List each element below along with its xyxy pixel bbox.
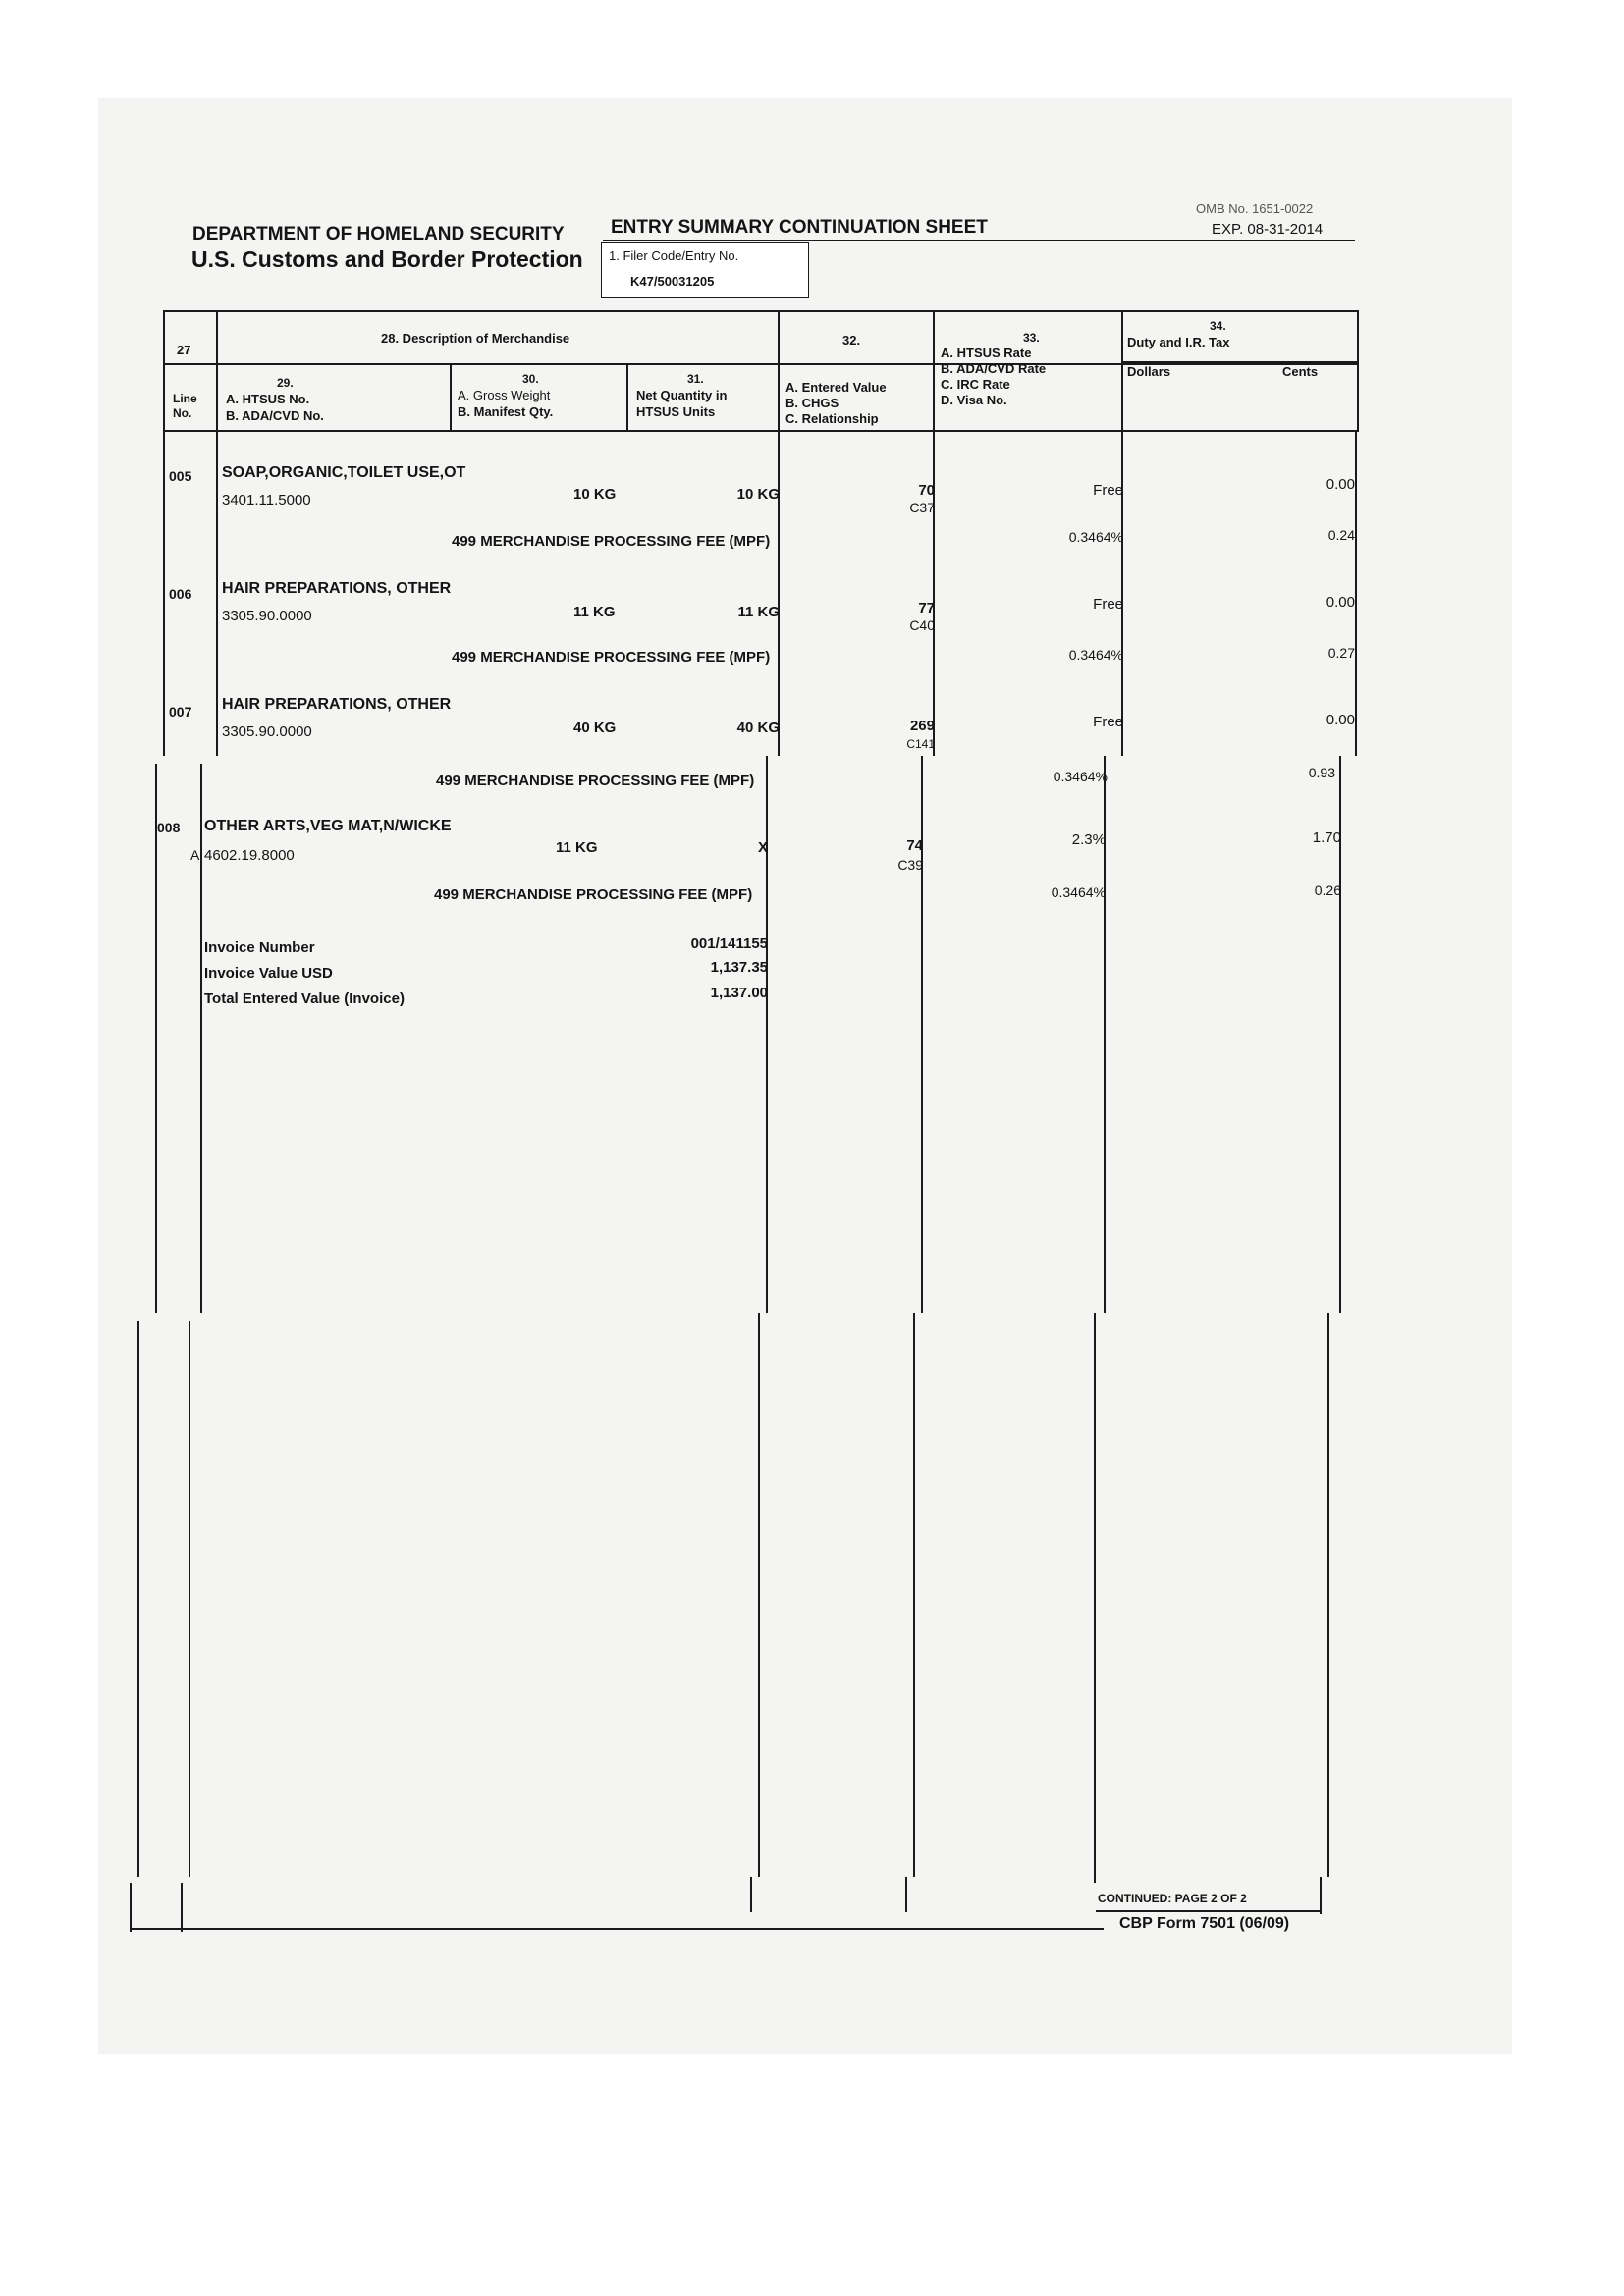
mpf-fee-label: 499 MERCHANDISE PROCESSING FEE (MPF) [436, 773, 755, 789]
body-col-32-divider-upper [778, 432, 780, 756]
footer-right-tick [1320, 1877, 1322, 1914]
body-right-border-upper [1355, 432, 1357, 756]
col-30-divider [450, 363, 452, 432]
invoice-value-label: Invoice Value USD [204, 965, 333, 982]
duty-amount: 0.00 [1326, 594, 1355, 611]
mpf-fee-rate: 0.3464% [1068, 647, 1123, 663]
body-line-divider-upper [216, 432, 218, 756]
charges: C141 [906, 738, 935, 748]
header-rule [603, 240, 996, 241]
footer-continued-rule [1096, 1910, 1322, 1912]
footer-line-tick [181, 1883, 183, 1932]
mpf-fee-rate: 0.3464% [1051, 884, 1106, 900]
body-col-34-divider-lower [1094, 1313, 1096, 1883]
header-col-34-title: Duty and I.R. Tax [1127, 335, 1230, 349]
mpf-fee-label: 499 MERCHANDISE PROCESSING FEE (MPF) [434, 886, 753, 903]
department-name: DEPARTMENT OF HOMELAND SECURITY [192, 224, 565, 244]
description: HAIR PREPARATIONS, OTHER [222, 580, 452, 597]
footer-bottom-rule [132, 1928, 1104, 1930]
col-34-subheader-rule [1121, 361, 1357, 363]
header-col-29-num: 29. [277, 376, 294, 390]
description: HAIR PREPARATIONS, OTHER [222, 696, 452, 713]
charges: C40 [909, 617, 935, 633]
footer-col-32-tick [750, 1877, 752, 1912]
total-entered-value-amount: 1,137.00 [710, 985, 768, 1001]
entered-value: 269 [909, 718, 935, 734]
net-quantity: 10 KG [736, 486, 780, 503]
invoice-value-amount: 1,137.35 [710, 959, 768, 976]
invoice-number-value: 001/141155 [690, 935, 768, 952]
htsus-number: 3401.11.5000 [222, 492, 311, 508]
line-number: 006 [169, 586, 192, 602]
duty-amount: 0.00 [1326, 712, 1355, 728]
header-col-29-a: A. HTSUS No. [226, 392, 310, 406]
mpf-fee-label: 499 MERCHANDISE PROCESSING FEE (MPF) [452, 533, 771, 550]
htsus-number: 4602.19.8000 [204, 847, 295, 864]
header-col-31-a: Net Quantity in [636, 388, 728, 402]
table-header-divider [163, 363, 1359, 365]
header-col-29-b: B. ADA/CVD No. [226, 408, 324, 423]
htsus-rate: Free [1093, 596, 1123, 613]
total-entered-value-label: Total Entered Value (Invoice) [204, 990, 405, 1007]
col-31-divider [626, 363, 628, 432]
mpf-fee-label: 499 MERCHANDISE PROCESSING FEE (MPF) [452, 649, 771, 666]
htsus-number: 3305.90.0000 [222, 608, 312, 624]
gross-weight: 11 KG [573, 604, 616, 620]
header-col-30-b: B. Manifest Qty. [458, 404, 554, 419]
duty-amount: 0.00 [1326, 476, 1355, 493]
header-col-34-cents: Cents [1282, 364, 1319, 379]
mpf-fee-amount: 0.24 [1327, 527, 1355, 543]
header-col-27: 27 [177, 343, 191, 357]
table-right-border [1357, 310, 1359, 432]
table-top-border [163, 310, 1359, 312]
mpf-fee-rate: 0.3464% [1068, 529, 1123, 545]
header-col-32-b: B. CHGS [785, 396, 839, 410]
line-number: 008 [157, 820, 181, 835]
agency-name: U.S. Customs and Border Protection [191, 246, 583, 272]
line-number: 007 [169, 704, 192, 720]
duty-amount: 1.70 [1312, 829, 1341, 846]
footer-left-tick [130, 1883, 132, 1932]
body-left-border-middle [155, 764, 157, 1313]
table-header-bottom [163, 430, 1359, 432]
continued-page-note: CONTINUED: PAGE 2 OF 2 [1098, 1892, 1247, 1905]
col-34-divider [1121, 310, 1123, 432]
body-col-34-divider-upper [1121, 432, 1123, 756]
htsus-number: 3305.90.0000 [222, 723, 312, 740]
header-col-31-num: 31. [687, 372, 704, 386]
body-left-border-lower [137, 1321, 139, 1877]
charges: C37 [909, 500, 935, 515]
form-title: ENTRY SUMMARY CONTINUATION SHEET [611, 217, 988, 238]
invoice-number-label: Invoice Number [204, 939, 315, 956]
header-col-34-num: 34. [1210, 319, 1226, 333]
header-col-28: 28. Description of Merchandise [381, 331, 570, 346]
description: SOAP,ORGANIC,TOILET USE,OT [222, 464, 466, 481]
entered-value: 77 [918, 600, 935, 616]
header-col-31-b: HTSUS Units [636, 404, 716, 419]
line-number: 005 [169, 468, 192, 484]
table-left-border [163, 310, 165, 432]
header-col-33-c: C. IRC Rate [941, 377, 1010, 392]
header-no-label: No. [173, 406, 192, 420]
cbp-form-number: CBP Form 7501 (06/09) [1119, 1915, 1290, 1932]
body-line-divider-lower [189, 1321, 190, 1877]
filer-code-label: 1. Filer Code/Entry No. [609, 248, 739, 263]
header-col-32-c: C. Relationship [785, 411, 879, 426]
mpf-fee-amount: 0.26 [1314, 882, 1341, 898]
footer-col-33-tick [905, 1877, 907, 1912]
htsus-rate: Free [1093, 482, 1123, 499]
header-col-34-dollars: Dollars [1127, 364, 1171, 379]
header-col-33-num: 33. [1023, 331, 1040, 345]
header-line-label: Line [173, 392, 197, 405]
gross-weight: 10 KG [573, 486, 617, 503]
col-line-divider [216, 310, 218, 432]
omb-number: OMB No. 1651-0022 [1196, 201, 1314, 216]
body-line-divider-middle [200, 764, 202, 1313]
net-quantity: X [757, 839, 768, 856]
mpf-fee-amount: 0.27 [1327, 645, 1355, 661]
header-rule-right [992, 240, 1355, 241]
line-marker: A [190, 847, 200, 863]
net-quantity: 40 KG [736, 720, 780, 736]
mpf-fee-rate: 0.3464% [1053, 769, 1108, 784]
col-32-divider [778, 310, 780, 432]
gross-weight: 40 KG [573, 720, 617, 736]
description: OTHER ARTS,VEG MAT,N/WICKE [204, 818, 452, 834]
body-col-32-divider-lower [758, 1313, 760, 1877]
body-col-33-divider-upper [933, 432, 935, 756]
header-col-33-b: B. ADA/CVD Rate [941, 361, 1047, 376]
htsus-rate: 2.3% [1071, 831, 1106, 848]
mpf-fee-amount: 0.93 [1308, 765, 1335, 780]
filer-code-value: K47/50031205 [630, 274, 715, 289]
body-right-border-lower [1327, 1313, 1329, 1877]
gross-weight: 11 KG [556, 839, 598, 856]
body-left-border-upper [163, 432, 165, 756]
htsus-rate: Free [1093, 714, 1123, 730]
header-col-30-num: 30. [522, 372, 539, 386]
expiration-date: EXP. 08-31-2014 [1212, 221, 1324, 238]
header-col-32-num: 32. [842, 333, 861, 347]
header-col-33-a: A. HTSUS Rate [941, 346, 1032, 360]
net-quantity: 11 KG [737, 604, 780, 620]
header-col-30-a: A. Gross Weight [458, 388, 551, 402]
entered-value: 74 [906, 837, 923, 854]
body-col-33-divider-lower [913, 1313, 915, 1877]
header-col-32-a: A. Entered Value [785, 380, 887, 395]
charges: C39 [897, 857, 923, 873]
col-33-divider [933, 310, 935, 432]
header-col-33-d: D. Visa No. [941, 393, 1007, 407]
entered-value: 70 [918, 482, 935, 499]
